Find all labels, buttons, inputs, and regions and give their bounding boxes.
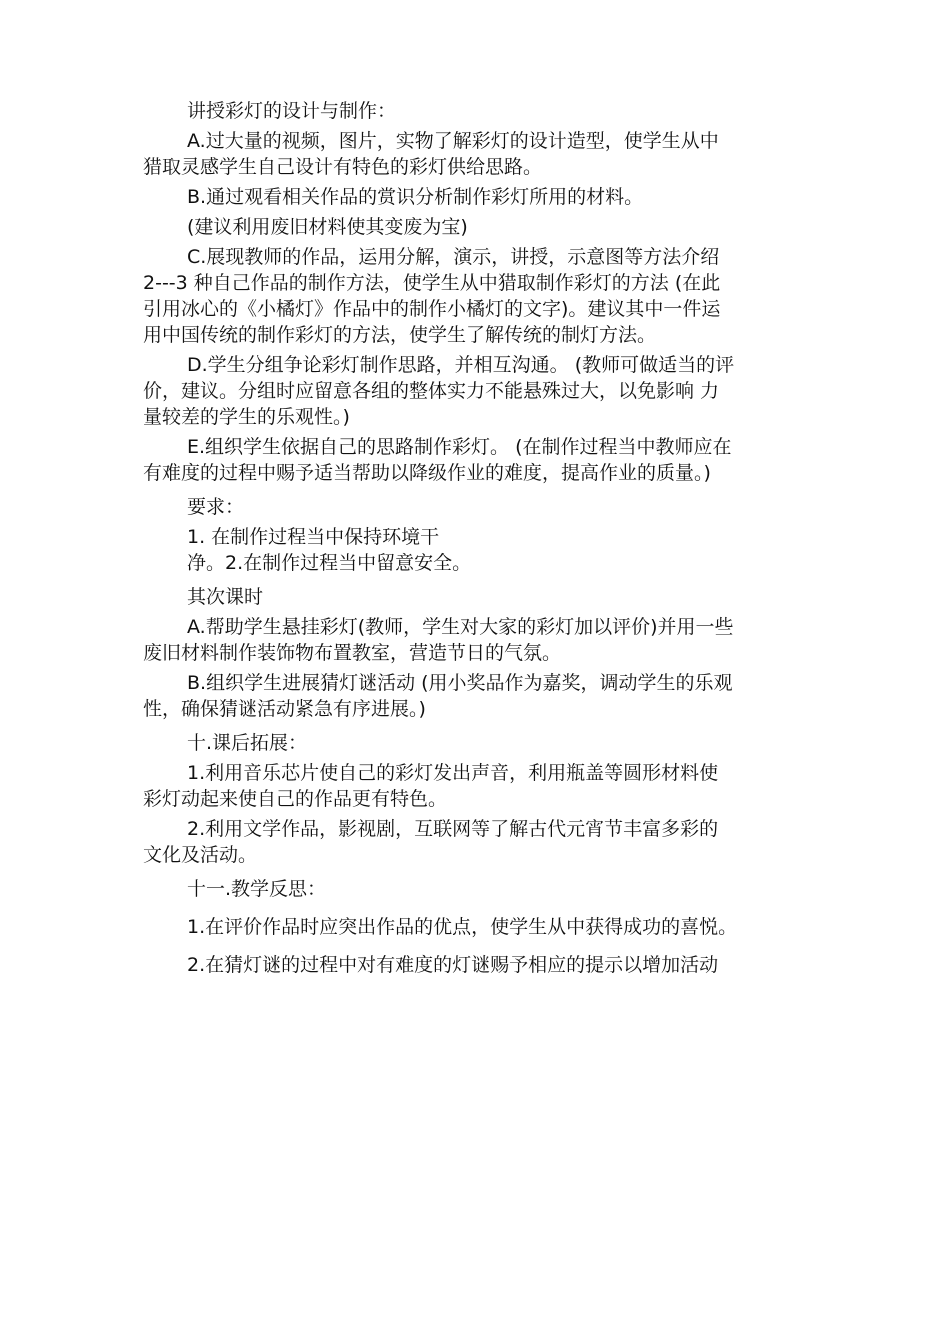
- paragraph-extension-2: [143, 816, 805, 868]
- paragraph-requirements-heading: [143, 494, 805, 520]
- text-line: 其次课时: [187, 586, 264, 608]
- text-line: 2.利用文学作品，影视剧，互联网等了解古代元宵节丰富多彩的: [187, 818, 719, 840]
- text-line: 废旧材料制作装饰物布置教室，营造节日的气氛。: [143, 642, 562, 664]
- paragraph-reflection-heading: [143, 876, 805, 902]
- text-line: 讲授彩灯的设计与制作：: [187, 100, 397, 122]
- text-line: B.组织学生进展猜灯谜活动 (用小奖品作为嘉奖，调动学生的乐观: [187, 672, 733, 694]
- paragraph-extension-1: [143, 760, 805, 812]
- paragraph-item-c: [143, 244, 805, 348]
- text-line: 文化及活动。: [143, 844, 258, 866]
- text-line: 要求：: [187, 496, 245, 518]
- text-line: 1. 在制作过程当中保持环境干: [187, 526, 440, 548]
- text-line: 量较差的学生的乐观性。): [143, 406, 350, 428]
- paragraph-item-a: [143, 128, 805, 180]
- text-line: 2---3 种自己作品的制作方法，使学生从中猎取制作彩灯的方法 (在此: [143, 272, 721, 294]
- text-line: 净。2.在制作过程当中留意安全。: [187, 552, 472, 574]
- text-line: D.学生分组争论彩灯制作思路，并相互沟通。 (教师可做适当的评: [187, 354, 735, 376]
- text-line: 十一.教学反思：: [187, 878, 327, 900]
- paragraph-lecture-heading: [143, 98, 805, 124]
- paragraph-item-d: [143, 352, 805, 430]
- paragraph-suggestion: [143, 214, 805, 240]
- paragraph-reflection-2: [143, 952, 805, 978]
- text-line: 用中国传统的制作彩灯的方法，使学生了解传统的制灯方法。: [143, 324, 657, 346]
- paragraph-requirements: [143, 524, 805, 576]
- paragraph-reflection-1: [143, 914, 805, 940]
- text-line: 有难度的过程中赐予适当帮助以降级作业的难度，提高作业的质量。): [143, 462, 711, 484]
- paragraph-second-item-b: [143, 670, 805, 722]
- paragraph-second-item-a: [143, 614, 805, 666]
- document-body: [143, 98, 805, 978]
- text-line: 性，确保猜谜活动紧急有序进展。): [143, 698, 426, 720]
- text-line: 十.课后拓展：: [187, 732, 308, 754]
- text-line: B.通过观看相关作品的赏识分析制作彩灯所用的材料。: [187, 186, 644, 208]
- text-line: 引用冰心的《小橘灯》作品中的制作小橘灯的文字)。建议其中一件运: [143, 298, 721, 320]
- paragraph-item-e: [143, 434, 805, 486]
- text-line: 1.利用音乐芯片使自己的彩灯发出声音，利用瓶盖等圆形材料使: [187, 762, 719, 784]
- paragraph-extension-heading: [143, 730, 805, 756]
- text-line: 2.在猜灯谜的过程中对有难度的灯谜赐予相应的提示以增加活动: [187, 954, 719, 976]
- text-line: A.帮助学生悬挂彩灯(教师，学生对大家的彩灯加以评价)并用一些: [187, 616, 734, 638]
- text-line: 价，建议。分组时应留意各组的整体实力不能悬殊过大，以免影响 力: [143, 380, 720, 402]
- text-line: E.组织学生依据自己的思路制作彩灯。 (在制作过程当中教师应在: [187, 436, 732, 458]
- text-line: A.过大量的视频，图片，实物了解彩灯的设计造型，使学生从中: [187, 130, 719, 152]
- paragraph-item-b: [143, 184, 805, 210]
- text-line: C.展现教师的作品，运用分解，演示，讲授，示意图等方法介绍: [187, 246, 720, 268]
- text-line: (建议利用废旧材料使其变废为宝): [187, 216, 468, 238]
- text-line: 1.在评价作品时应突出作品的优点，使学生从中获得成功的喜悦。: [187, 916, 738, 938]
- paragraph-second-lesson-heading: [143, 584, 805, 610]
- text-line: 彩灯动起来使自己的作品更有特色。: [143, 788, 448, 810]
- text-line: 猎取灵感学生自己设计有特色的彩灯供给思路。: [143, 156, 543, 178]
